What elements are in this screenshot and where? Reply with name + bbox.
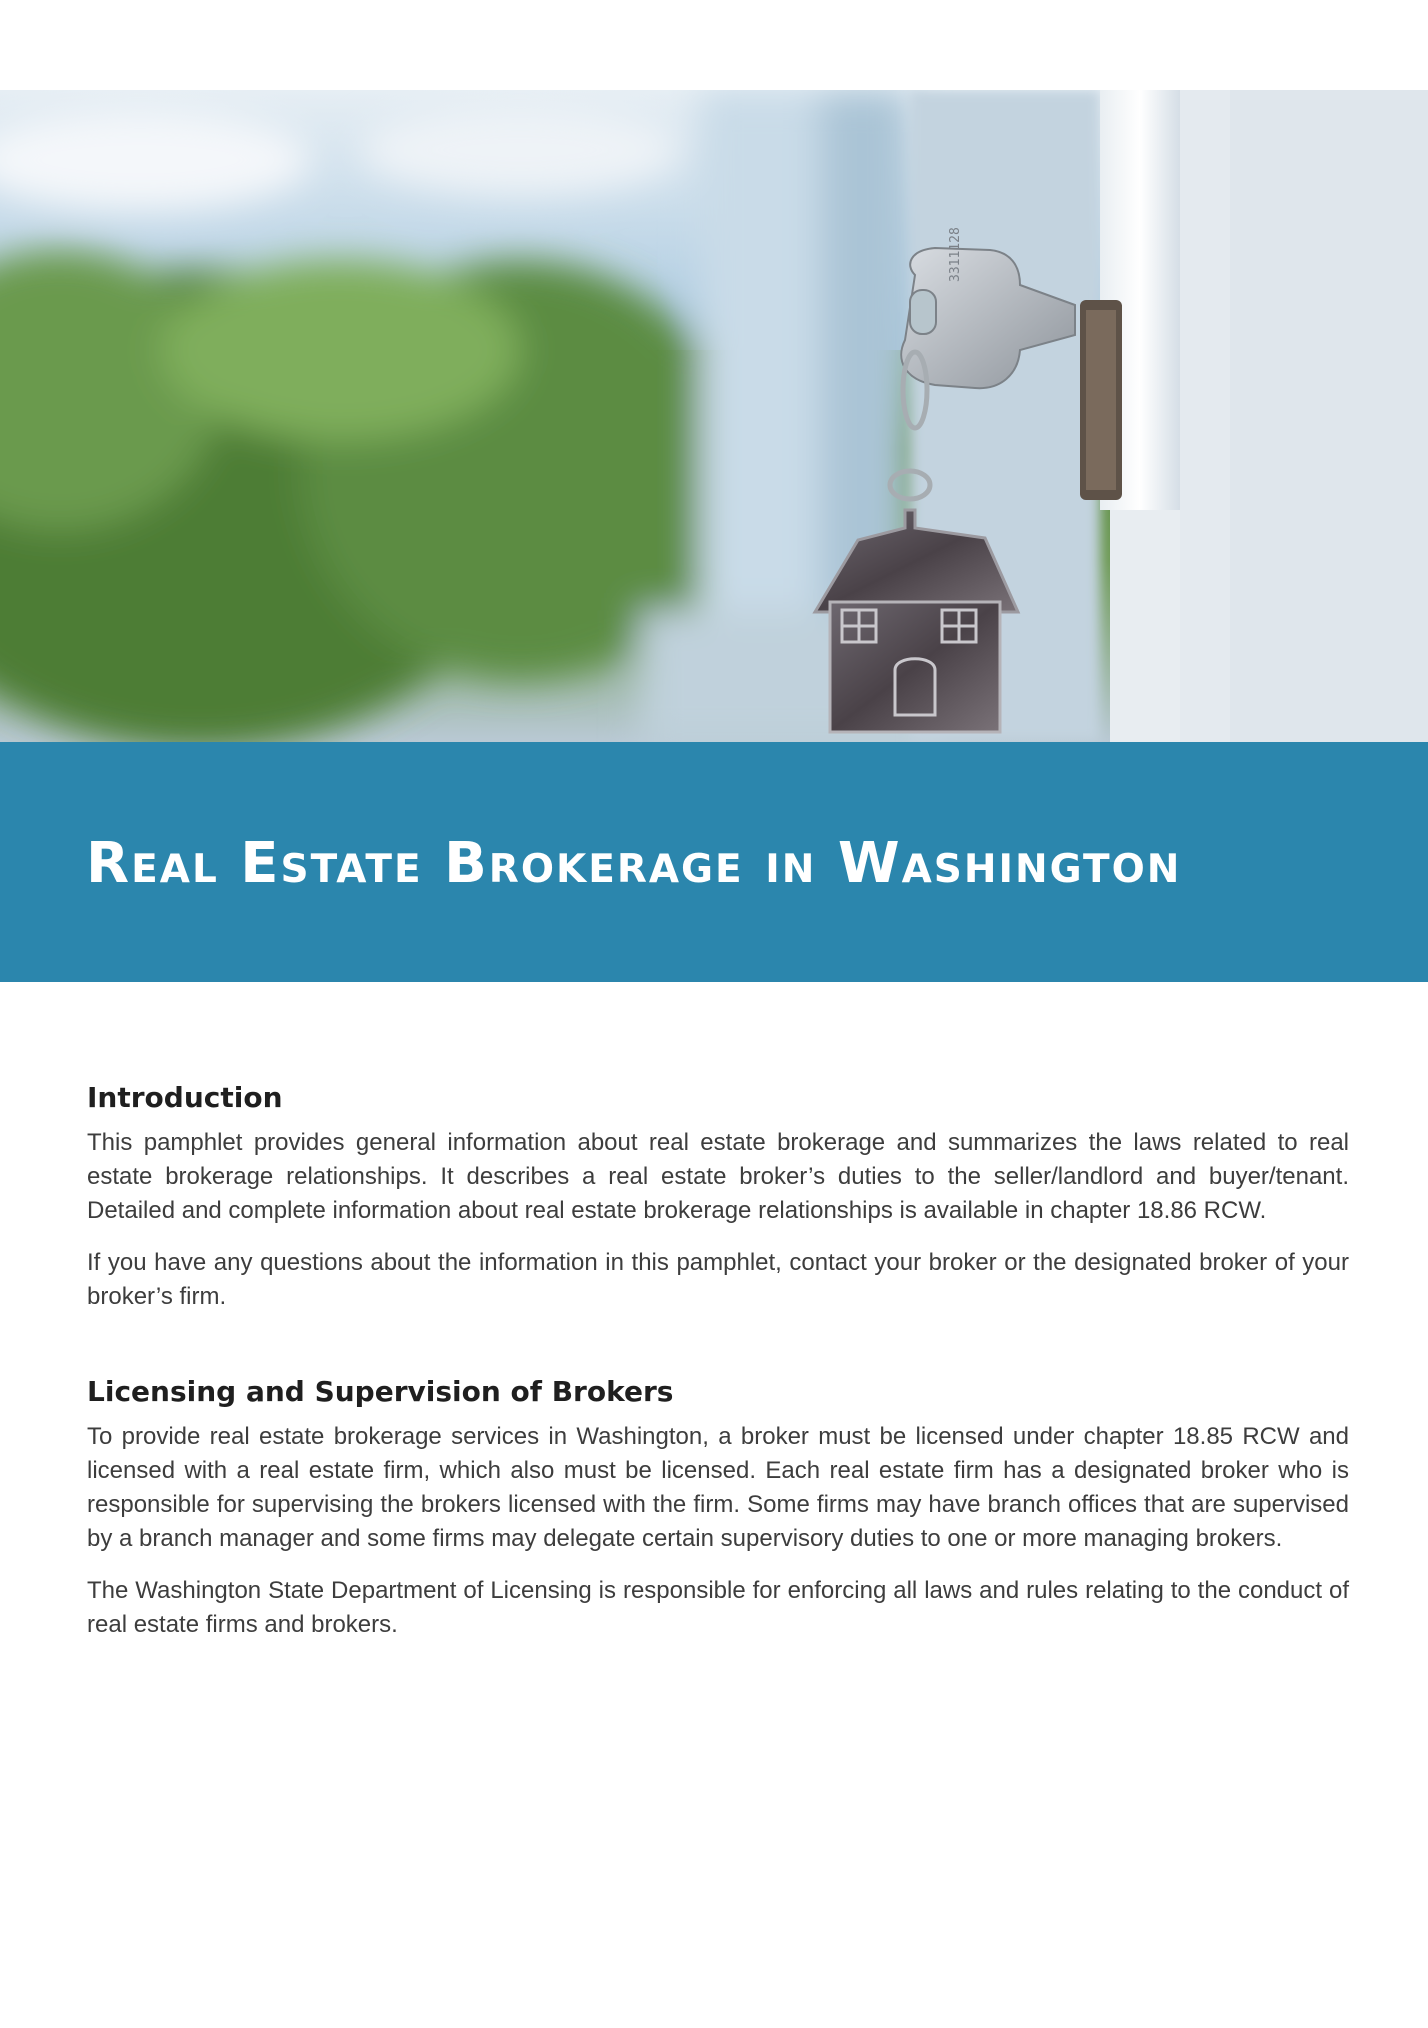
- paragraph: The Washington State Department of Licensing is responsible for enforcing all laws and rules relating to the conduct of real estate firms and brokers.: [87, 1577, 1349, 1638]
- section-heading: Introduction: [87, 1081, 283, 1114]
- key-engraving: 3311128: [948, 227, 963, 282]
- hero-image: [0, 90, 1428, 742]
- document-body: [87, 1080, 1349, 1642]
- house-key-illustration: [0, 90, 1428, 742]
- section-heading: Licensing and Supervision of Brokers: [87, 1375, 674, 1408]
- paragraph: This pamphlet provides general information about real estate brokerage and summarizes the laws related to real estate brokerage relationships. It describes a real estate broker’s duties to the seller/landlord and buyer/tenant. Detailed and complete information about real estate brokerage relationships is available in chapter 18.86 RCW.: [87, 1129, 1349, 1224]
- paragraph: To provide real estate brokerage services in Washington, a broker must be licensed under chapter 18.85 RCW and licensed with a real estate firm, which also must be licensed. Each real estate firm has a designated broker who is responsible for supervising the brokers licensed with the firm. Some firms may have branch offices that are supervised by a branch manager and some firms may delegate certain supervisory duties to one or more managing brokers.: [87, 1423, 1349, 1552]
- page-title: Real Estate Brokerage in Washington: [86, 831, 1182, 896]
- paragraph: If you have any questions about the information in this pamphlet, contact your broker or the designated broker of your broker’s firm.: [87, 1249, 1349, 1310]
